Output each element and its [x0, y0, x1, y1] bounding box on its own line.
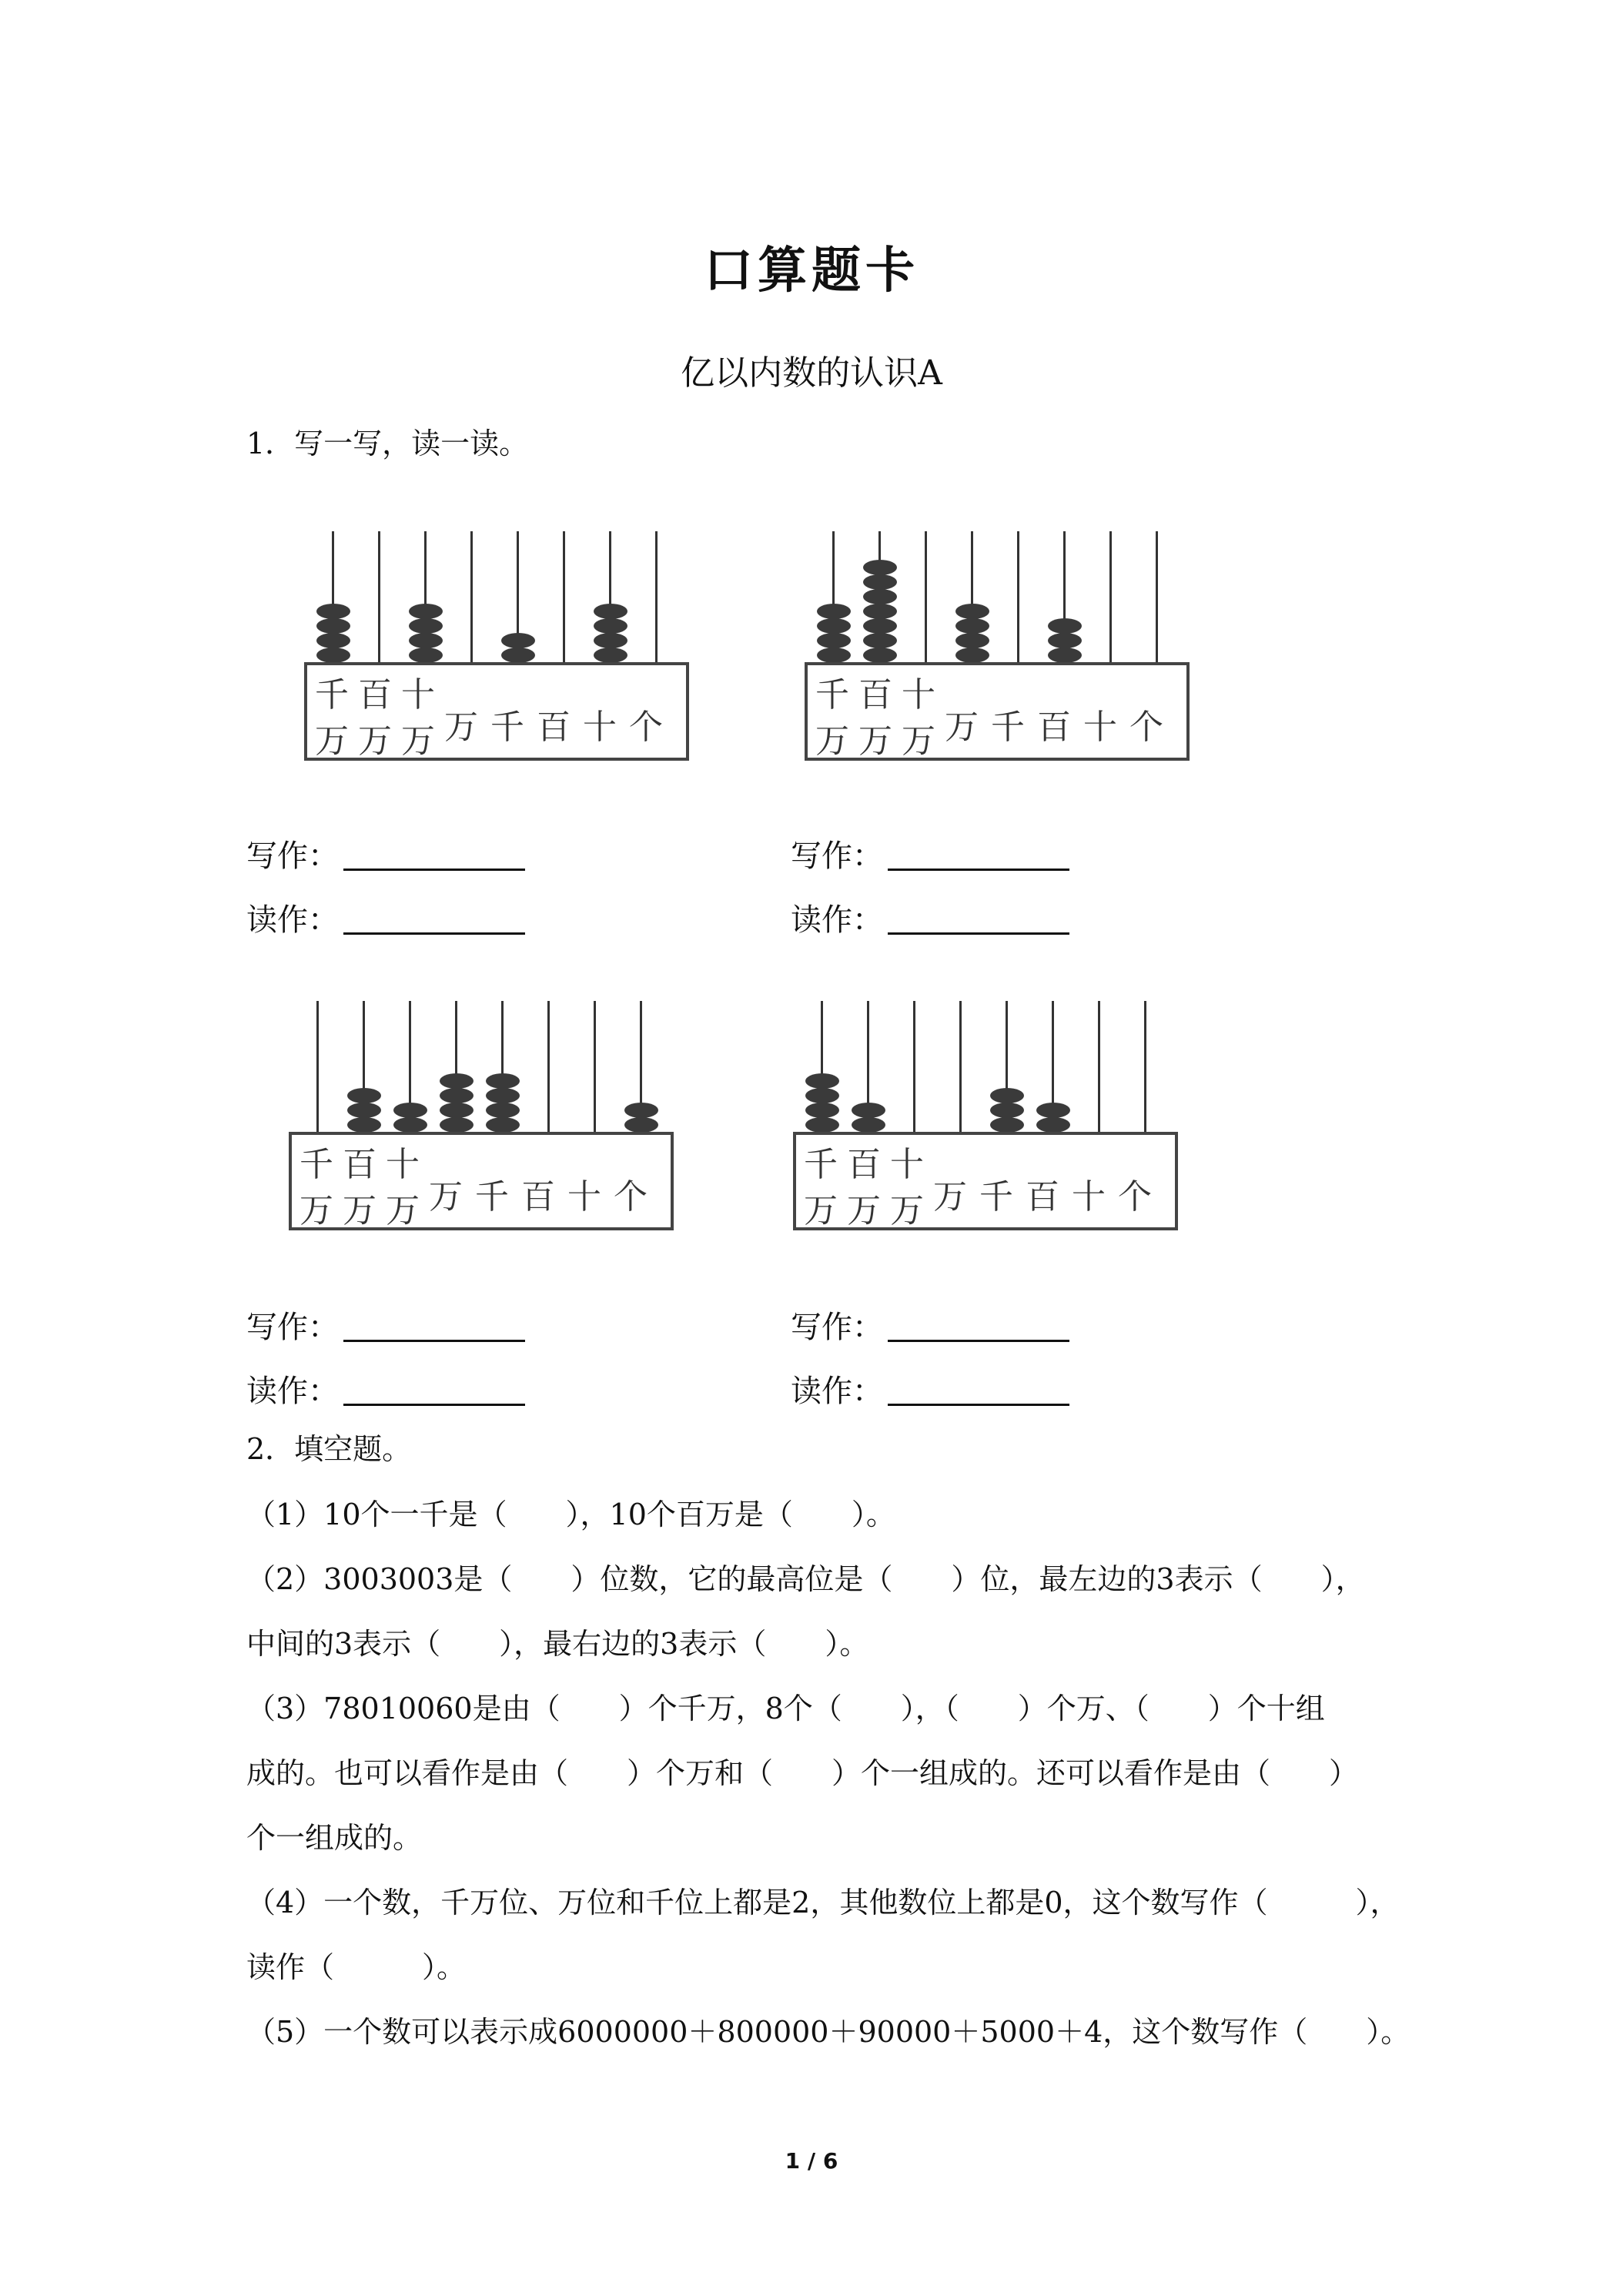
answer-blank[interactable]	[888, 1309, 1069, 1342]
abacus-4	[793, 1001, 1193, 1247]
abacus-bead	[863, 633, 897, 648]
place-value-label: 万	[815, 721, 849, 761]
abacus-bead	[594, 618, 627, 634]
place-value-label: 万	[429, 1177, 463, 1217]
place-value-label: 千	[991, 708, 1025, 747]
abacus-bead	[440, 1073, 474, 1089]
abacus-bead	[1048, 618, 1082, 634]
abacus-bead	[409, 648, 443, 663]
place-value-label: 十	[1072, 1177, 1106, 1217]
abacus-bead	[805, 1103, 839, 1118]
abacus-bead	[817, 648, 851, 663]
write-label: 写作：	[246, 1310, 339, 1345]
place-value-label: 千	[490, 708, 524, 747]
place-value-label: 万	[343, 1191, 376, 1230]
abacus-bead	[347, 1103, 381, 1118]
read-label: 读作：	[246, 1374, 339, 1409]
abacus-label-box	[289, 1132, 674, 1230]
abacus-bead	[624, 1103, 658, 1118]
abacus-bead	[501, 648, 535, 663]
place-value-label: 万	[358, 721, 392, 761]
abacus-rod	[594, 1001, 596, 1132]
abacus-bead	[863, 574, 897, 590]
page-subtitle: 亿以内数的认识A	[681, 353, 942, 393]
place-value-label: 千	[804, 1145, 838, 1184]
abacus-rod	[1098, 1001, 1100, 1132]
abacus-bead	[594, 648, 627, 663]
write-answer-2[interactable]	[791, 832, 1069, 875]
abacus-bead	[955, 618, 989, 634]
abacus-bead	[347, 1117, 381, 1133]
abacus-rod	[470, 531, 473, 662]
place-value-label: 个	[629, 708, 663, 747]
abacus-1	[304, 531, 704, 778]
abacus-bead	[486, 1073, 520, 1089]
abacus-bead	[955, 633, 989, 648]
place-value-label: 万	[386, 1191, 420, 1230]
place-value-label: 万	[804, 1191, 838, 1230]
abacus-bead	[594, 604, 627, 619]
q2-line-3: 中间的3表示（ ），最右边的3表示（ ）。	[246, 1627, 869, 1661]
q2-line-2: （2）3003003是（ ）位数，它的最高位是（ ）位，最左边的3表示（ ），	[246, 1562, 1365, 1596]
read-label: 读作：	[246, 902, 339, 938]
place-value-label: 个	[1129, 708, 1163, 747]
abacus-rod	[959, 1001, 962, 1132]
abacus-bead	[863, 618, 897, 634]
place-value-label: 千	[475, 1177, 509, 1217]
abacus-bead	[316, 648, 350, 663]
read-answer-3[interactable]	[246, 1367, 525, 1411]
read-label: 读作：	[791, 902, 883, 938]
abacus-label-box	[304, 662, 689, 761]
abacus-3	[289, 1001, 689, 1247]
question-2-heading: 2．填空题。	[246, 1432, 412, 1466]
place-value-label: 万	[945, 708, 979, 747]
answer-blank[interactable]	[343, 902, 525, 935]
abacus-2	[805, 531, 1205, 778]
abacus-bead	[863, 589, 897, 604]
place-value-label: 万	[847, 1191, 881, 1230]
q2-line-5: 成的。也可以看作是由（ ）个万和（ ）个一组成的。还可以看作是由（ ）	[246, 1756, 1359, 1790]
place-value-label: 百	[847, 1145, 881, 1184]
place-value-label: 十	[401, 675, 435, 715]
answer-blank[interactable]	[343, 838, 525, 871]
abacus-bead	[990, 1103, 1024, 1118]
place-value-label: 百	[521, 1177, 555, 1217]
place-value-label: 万	[890, 1191, 924, 1230]
abacus-bead	[1036, 1103, 1070, 1118]
q2-line-9: （5）一个数可以表示成6000000＋800000＋90000＋5000＋4，这个数写作（ ）。	[246, 2015, 1411, 2049]
answer-blank[interactable]	[343, 1373, 525, 1406]
abacus-bead	[852, 1117, 885, 1133]
abacus-bead	[486, 1088, 520, 1103]
place-value-label: 百	[1037, 708, 1071, 747]
read-answer-4[interactable]	[791, 1367, 1069, 1411]
abacus-bead	[624, 1117, 658, 1133]
place-value-label: 百	[537, 708, 571, 747]
write-label: 写作：	[791, 1310, 883, 1345]
answer-blank[interactable]	[888, 1373, 1069, 1406]
page-number: 1 / 6	[785, 2148, 838, 2174]
write-answer-1[interactable]	[246, 832, 525, 875]
abacus-bead	[817, 618, 851, 634]
place-value-label: 十	[583, 708, 617, 747]
read-answer-2[interactable]	[791, 895, 1069, 939]
q2-line-6: 个一组成的。	[246, 1821, 423, 1855]
abacus-bead	[316, 604, 350, 619]
abacus-bead	[817, 633, 851, 648]
abacus-label-box	[793, 1132, 1178, 1230]
abacus-bead	[409, 604, 443, 619]
abacus-bead	[440, 1088, 474, 1103]
place-value-label: 万	[933, 1177, 967, 1217]
place-value-label: 万	[315, 721, 349, 761]
place-value-label: 十	[890, 1145, 924, 1184]
abacus-bead	[393, 1103, 427, 1118]
abacus-bead	[805, 1117, 839, 1133]
place-value-label: 万	[444, 708, 478, 747]
abacus-bead	[1048, 648, 1082, 663]
abacus-bead	[409, 633, 443, 648]
place-value-label: 个	[614, 1177, 648, 1217]
abacus-rod	[925, 531, 927, 662]
abacus-bead	[863, 648, 897, 663]
abacus-bead	[594, 633, 627, 648]
abacus-bead	[1036, 1117, 1070, 1133]
abacus-bead	[990, 1088, 1024, 1103]
abacus-rod	[1144, 1001, 1146, 1132]
abacus-bead	[990, 1117, 1024, 1133]
abacus-bead	[852, 1103, 885, 1118]
abacus-bead	[440, 1117, 474, 1133]
place-value-label: 十	[386, 1145, 420, 1184]
read-label: 读作：	[791, 1374, 883, 1409]
q2-line-1: （1）10个一千是（ ），10个百万是（ ）。	[246, 1498, 895, 1531]
abacus-bead	[863, 604, 897, 619]
place-value-label: 万	[300, 1191, 333, 1230]
abacus-rod	[1156, 531, 1158, 662]
place-value-label: 千	[300, 1145, 333, 1184]
place-value-label: 万	[902, 721, 935, 761]
place-value-label: 千	[315, 675, 349, 715]
abacus-bead	[501, 633, 535, 648]
abacus-rod	[316, 1001, 319, 1132]
place-value-label: 千	[979, 1177, 1013, 1217]
place-value-label: 百	[858, 675, 892, 715]
place-value-label: 百	[1026, 1177, 1059, 1217]
q2-line-7: （4）一个数，千万位、万位和千位上都是2，其他数位上都是0，这个数写作（ ），	[246, 1886, 1400, 1919]
place-value-label: 十	[567, 1177, 601, 1217]
abacus-label-box	[805, 662, 1190, 761]
abacus-rod	[655, 531, 658, 662]
abacus-bead	[955, 604, 989, 619]
write-label: 写作：	[791, 838, 883, 874]
place-value-label: 千	[815, 675, 849, 715]
write-answer-3[interactable]	[246, 1303, 525, 1347]
abacus-bead	[316, 633, 350, 648]
answer-blank[interactable]	[888, 902, 1069, 935]
abacus-bead	[486, 1103, 520, 1118]
write-label: 写作：	[246, 838, 339, 874]
abacus-bead	[1048, 633, 1082, 648]
abacus-bead	[863, 560, 897, 575]
place-value-label: 万	[858, 721, 892, 761]
abacus-rod	[1109, 531, 1112, 662]
abacus-bead	[486, 1117, 520, 1133]
write-answer-4[interactable]	[791, 1303, 1069, 1347]
place-value-label: 百	[358, 675, 392, 715]
place-value-label: 十	[1083, 708, 1117, 747]
abacus-bead	[409, 618, 443, 634]
abacus-rod	[1017, 531, 1019, 662]
abacus-rod	[913, 1001, 915, 1132]
abacus-bead	[805, 1088, 839, 1103]
q2-line-8: 读作（ ）。	[246, 1950, 467, 1984]
q2-line-4: （3）78010060是由（ ）个千万，8个（ ），（ ）个万、（ ）个十组	[246, 1692, 1325, 1725]
place-value-label: 百	[343, 1145, 376, 1184]
abacus-bead	[393, 1117, 427, 1133]
place-value-label: 万	[401, 721, 435, 761]
abacus-rod	[547, 1001, 550, 1132]
abacus-bead	[817, 604, 851, 619]
abacus-bead	[440, 1103, 474, 1118]
question-1-heading: 1．写一写，读一读。	[246, 427, 529, 460]
abacus-bead	[955, 648, 989, 663]
abacus-bead	[805, 1073, 839, 1089]
abacus-rod	[563, 531, 565, 662]
abacus-rod	[378, 531, 380, 662]
place-value-label: 个	[1118, 1177, 1152, 1217]
answer-blank[interactable]	[343, 1309, 525, 1342]
page-title: 口算题卡	[704, 243, 919, 300]
abacus-bead	[316, 618, 350, 634]
read-answer-1[interactable]	[246, 895, 525, 939]
place-value-label: 十	[902, 675, 935, 715]
answer-blank[interactable]	[888, 838, 1069, 871]
abacus-bead	[347, 1088, 381, 1103]
